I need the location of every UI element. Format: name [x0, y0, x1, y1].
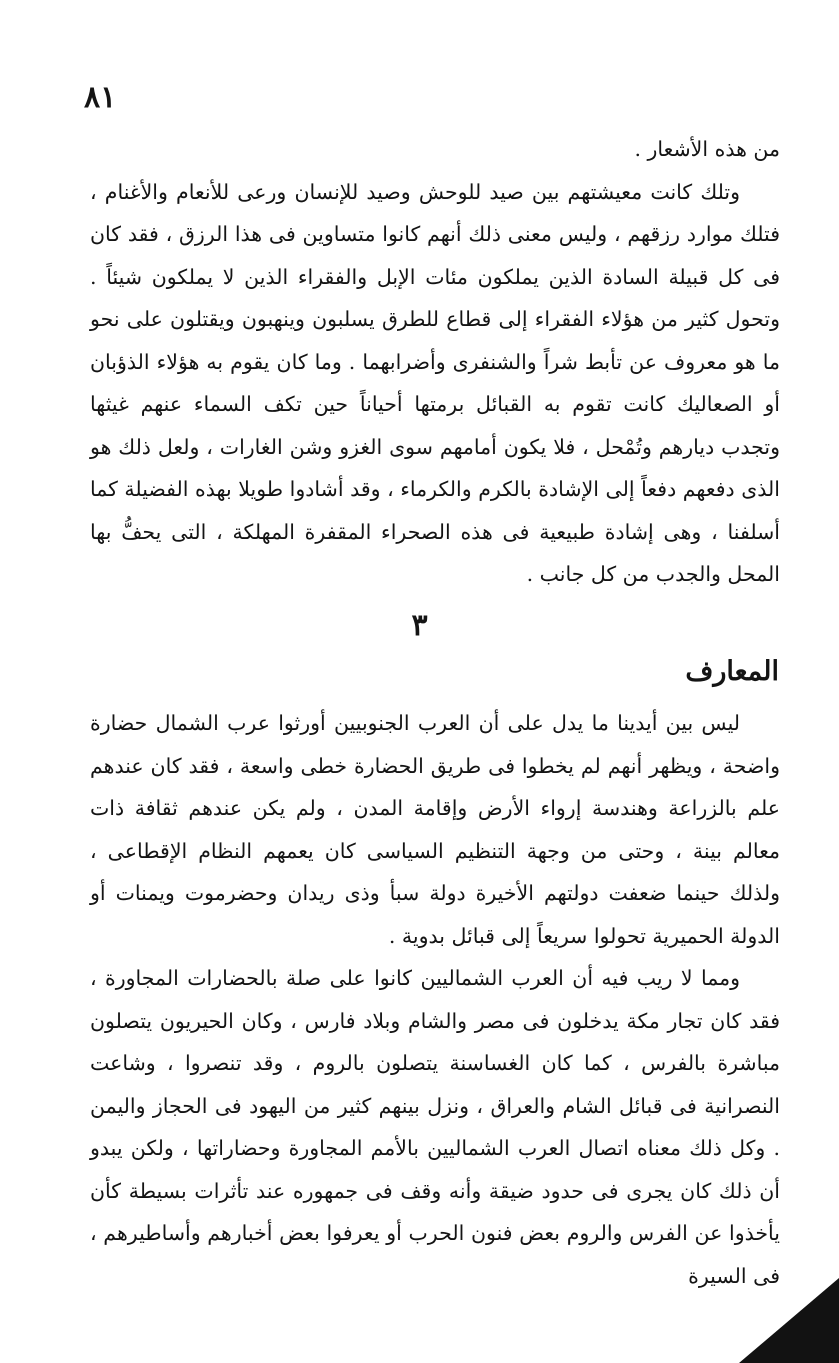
section-number: ٣	[411, 608, 428, 643]
text-block-knowledge	[90, 702, 780, 1297]
paragraph: ليس بين أيدينا ما يدل على أن العرب الجنوبيين أورثوا عرب الشمال حضارة واضحة ، ويظهر أنهم لم يخطوا فى طريق الحضارة خطى واسعة ، فقد كان عندهم علم بالزراعة وهندسة إرواء الأرض وإقامة المدن ، ولم يكن عندهم ثقافة ذات معالم بينة ، وحتى من وجهة التنظيم السياسى كان يعمهم النظام الإقطاعى ، ولذلك حينما ضعفت دولتهم الأخيرة دولة سبأ وذى ريدان وحضرموت ويمنات أو الدولة الحميرية تحولوا سريعاً إلى قبائل بدوية .	[90, 711, 780, 948]
page-number: ٨١	[84, 80, 117, 115]
paragraph: ومما لا ريب فيه أن العرب الشماليين كانوا على صلة بالحضارات المجاورة ، فقد كان تجار مكة يدخلون فى مصر والشام وبلاد فارس ، وكان الحيريون يتصلون مباشرة بالفرس ، كما كان الغساسنة يتصلون بالروم ، وقد تنصروا ، وشاعت النصرانية فى قبائل الشام والعراق ، ونزل بينهم كثير من اليهود فى الحجاز واليمن . وكل ذلك معناه اتصال العرب الشماليين بالأمم المجاورة وحضاراتها ، ولكن يبدو أن ذلك كان يجرى فى حدود ضيقة وأنه وقف فى جمهوره عند تأثرات بسيطة كأن يأخذوا عن الفرس والروم بعض فنون الحرب أو يعرفوا بعض أخبارهم وأساطيرهم ، فى السيرة	[90, 966, 780, 1288]
text-block-intro	[90, 128, 780, 596]
paragraph: وتلك كانت معيشتهم بين صيد للوحش وصيد للإنسان ورعى للأنعام والأغنام ، فتلك موارد رزقهم ، وليس معنى ذلك أنهم كانوا متساوين فى هذا الرزق ، فقد كان فى كل قبيلة السادة الذين يملكون مئات الإبل والفقراء الذين لا يملكون شيئاً . وتحول كثير من هؤلاء الفقراء إلى قطاع للطرق يسلبون وينهبون ويقتلون على نحو ما هو معروف عن تأبط شراً والشنفرى وأضرابهما . وما كان يقوم به هؤلاء الذؤبان أو الصعاليك كانت تقوم به القبائل برمتها أحياناً حين تكف السماء عنهم غيثها وتجدب ديارهم وتُمْحل ، فلا يكون أمامهم سوى الغزو وشن الغارات ، ولعل ذلك هو الذى دفعهم دفعاً إلى الإشادة بالكرم والكرماء ، وقد أشادوا طويلا بهذه الفضيلة كما أسلفنا ، وهى إشادة طبيعية فى هذه الصحراء المقفرة المهلكة ، التى يحفُّ بها المحل والجدب من كل جانب .	[90, 179, 780, 586]
page-corner-shadow	[739, 1278, 839, 1363]
section-heading: المعارف	[685, 656, 779, 687]
paragraph: من هذه الأشعار .	[634, 137, 780, 161]
